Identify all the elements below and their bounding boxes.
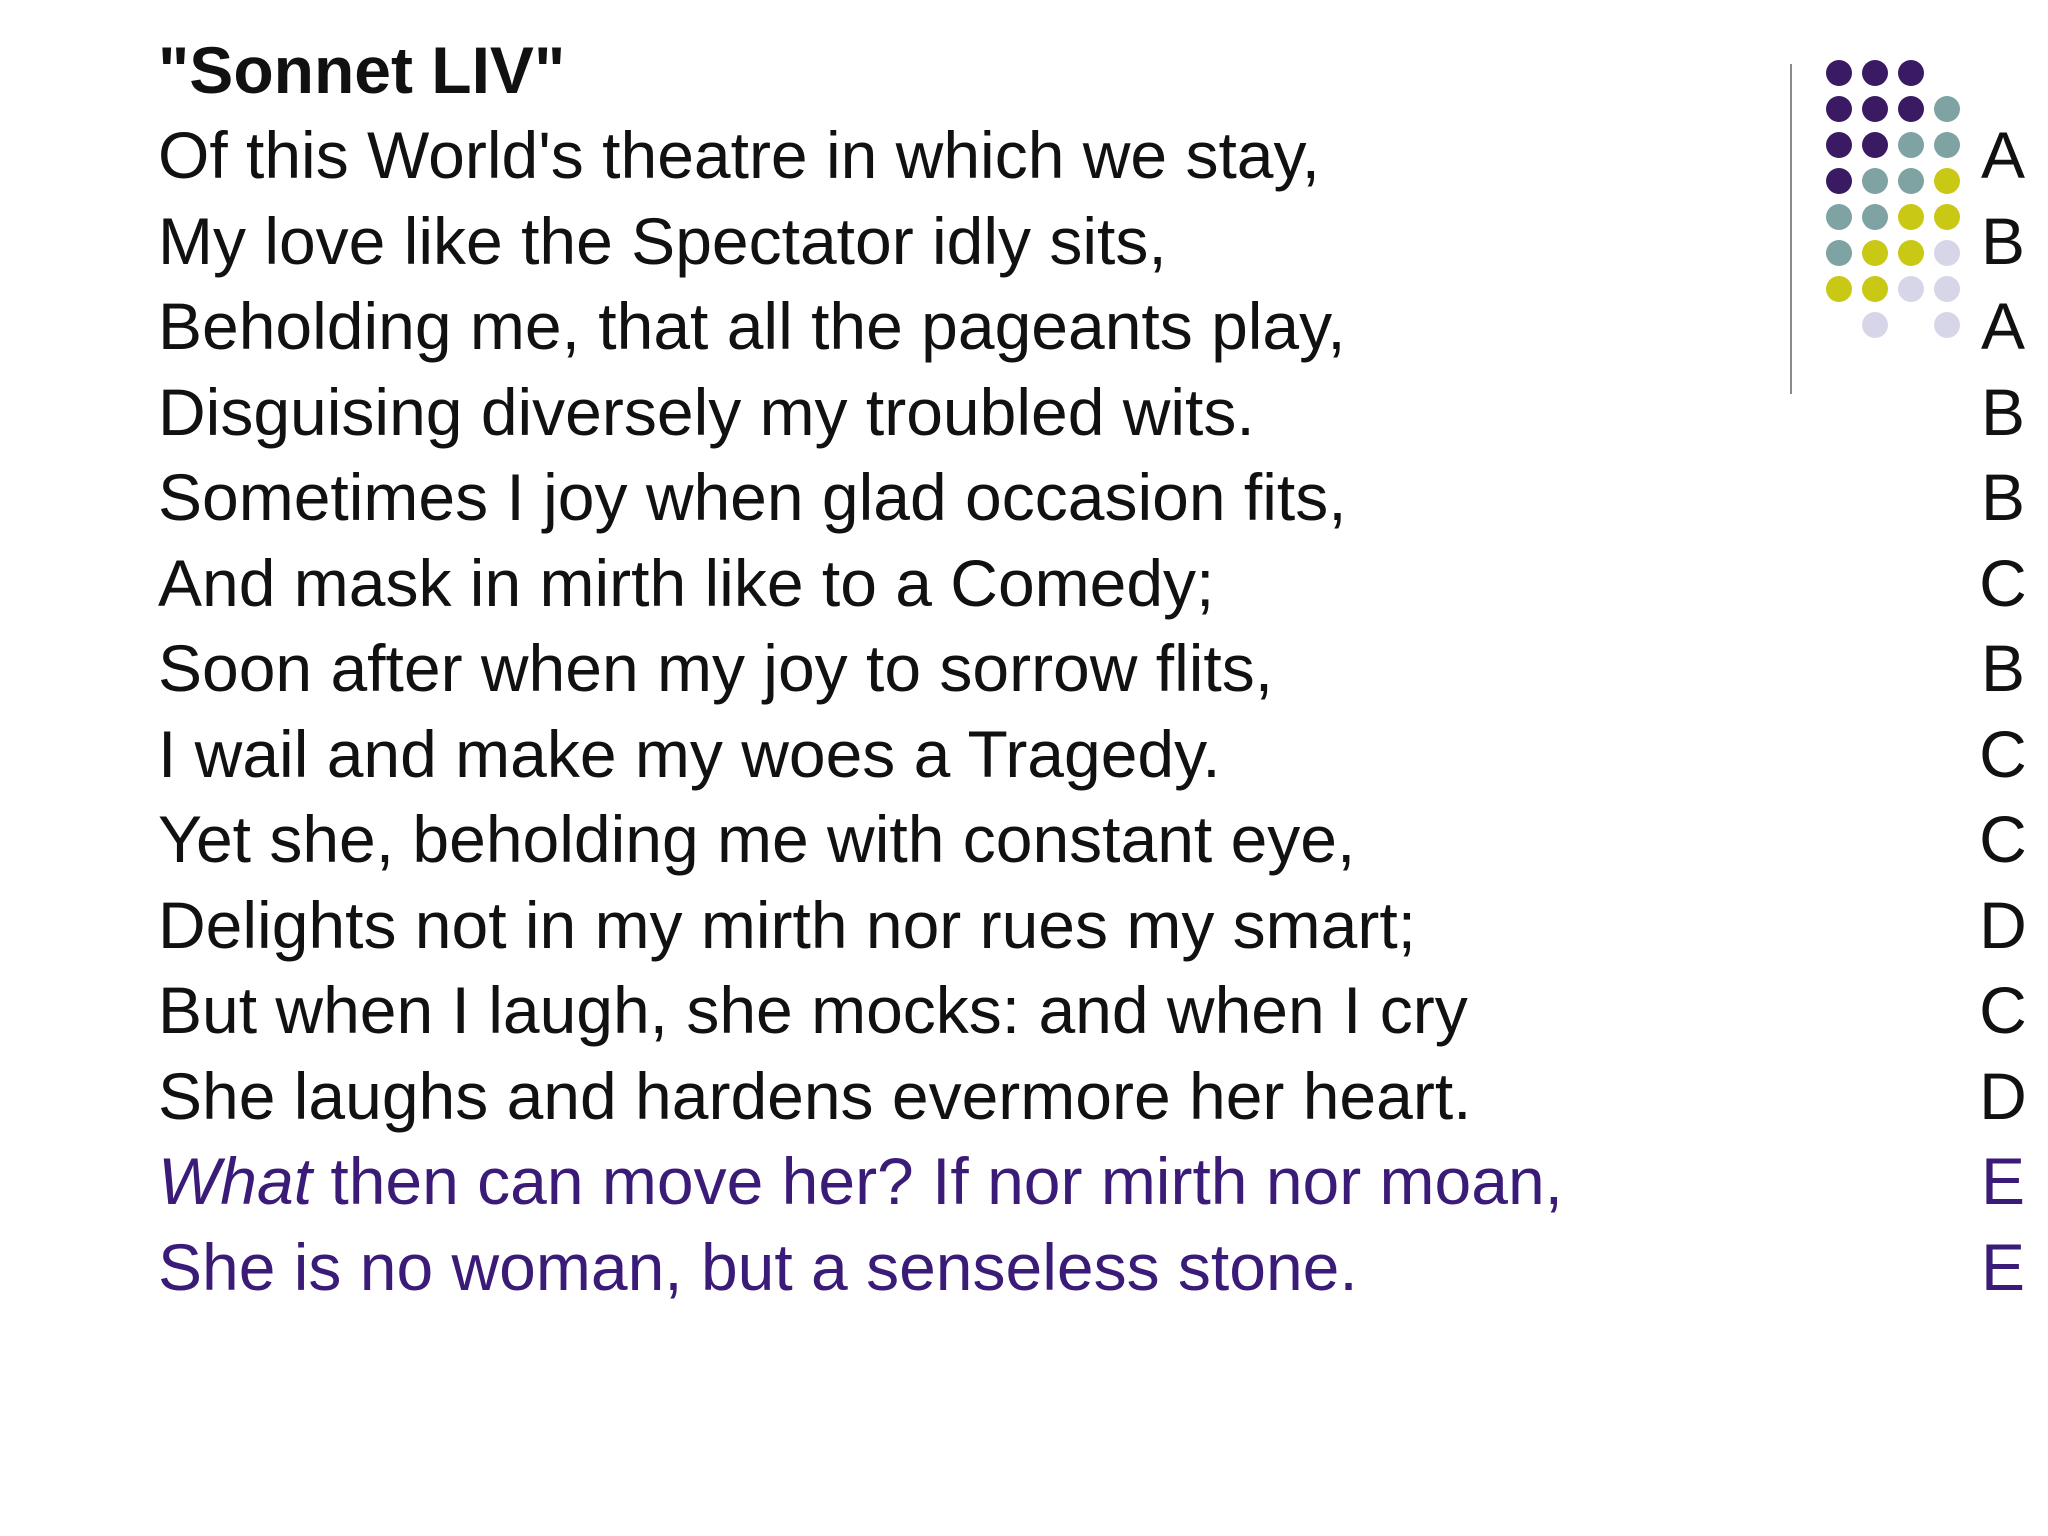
- poem-line: [158, 370, 2026, 456]
- couplet-line: [158, 1225, 2026, 1311]
- rhyme-letter: C: [1979, 716, 2027, 791]
- poem-line: [158, 113, 2026, 199]
- rhyme-letter: A: [1980, 289, 2026, 363]
- poem-line: [158, 712, 2027, 798]
- line-text: My love like the Spectator idly sits,: [158, 203, 1167, 278]
- line-emphasis: What: [158, 1144, 313, 1218]
- rhyme-letter: A: [1980, 118, 2026, 192]
- rhyme-letter: B: [1980, 203, 2026, 278]
- rhyme-letter: B: [1980, 631, 2026, 705]
- line-text: She is no woman, but a senseless stone.: [158, 1229, 1358, 1304]
- line-text: I wail and make my woes a Tragedy.: [158, 716, 1221, 791]
- line-text: And mask in mirth like to a Comedy;: [158, 545, 1215, 620]
- rhyme-letter: B: [1980, 460, 2026, 534]
- rhyme-letter: C: [1979, 545, 2027, 620]
- poem-line: [158, 455, 2026, 541]
- poem-line: [158, 883, 2027, 969]
- line-text: Delights not in my mirth nor rues my smart;: [158, 887, 1416, 962]
- poem-line: [158, 968, 2027, 1054]
- dot: [1826, 60, 1852, 86]
- line-text: Of this World's theatre in which we stay,: [158, 118, 1320, 192]
- poem-title: "Sonnet LIV": [158, 33, 566, 107]
- line-text: She laughs and hardens evermore her heart.: [158, 1058, 1472, 1133]
- rhyme-letter: C: [1979, 973, 2027, 1047]
- line-text: then can move her? If nor mirth nor moan,: [312, 1144, 1563, 1218]
- rhyme-letter: D: [1979, 887, 2027, 962]
- rhyme-letter: B: [1980, 374, 2026, 449]
- line-text: Soon after when my joy to sorrow flits,: [158, 631, 1274, 705]
- rhyme-letter: C: [1979, 802, 2027, 876]
- poem-line: [158, 284, 2026, 370]
- line-text: Yet she, beholding me with constant eye,: [158, 802, 1356, 876]
- rhyme-letter: E: [1980, 1229, 2026, 1304]
- dot: [1898, 60, 1924, 86]
- line-text: Beholding me, that all the pageants play,: [158, 289, 1346, 363]
- poem-line: [158, 199, 2026, 285]
- dot: [1862, 60, 1888, 86]
- poem-line: [158, 797, 2027, 883]
- rhyme-letter: E: [1980, 1144, 2026, 1218]
- poem-line: [158, 626, 2026, 712]
- rhyme-letter: D: [1979, 1058, 2027, 1133]
- line-text: Disguising diversely my troubled wits.: [158, 374, 1255, 449]
- line-text: Sometimes I joy when glad occasion fits,: [158, 460, 1347, 534]
- poem-line: [158, 1054, 2027, 1140]
- poem-body: [158, 113, 2027, 1310]
- couplet-line: [158, 1139, 2026, 1225]
- line-text: But when I laugh, she mocks: and when I cry: [158, 973, 1468, 1047]
- poem-line: [158, 541, 2027, 627]
